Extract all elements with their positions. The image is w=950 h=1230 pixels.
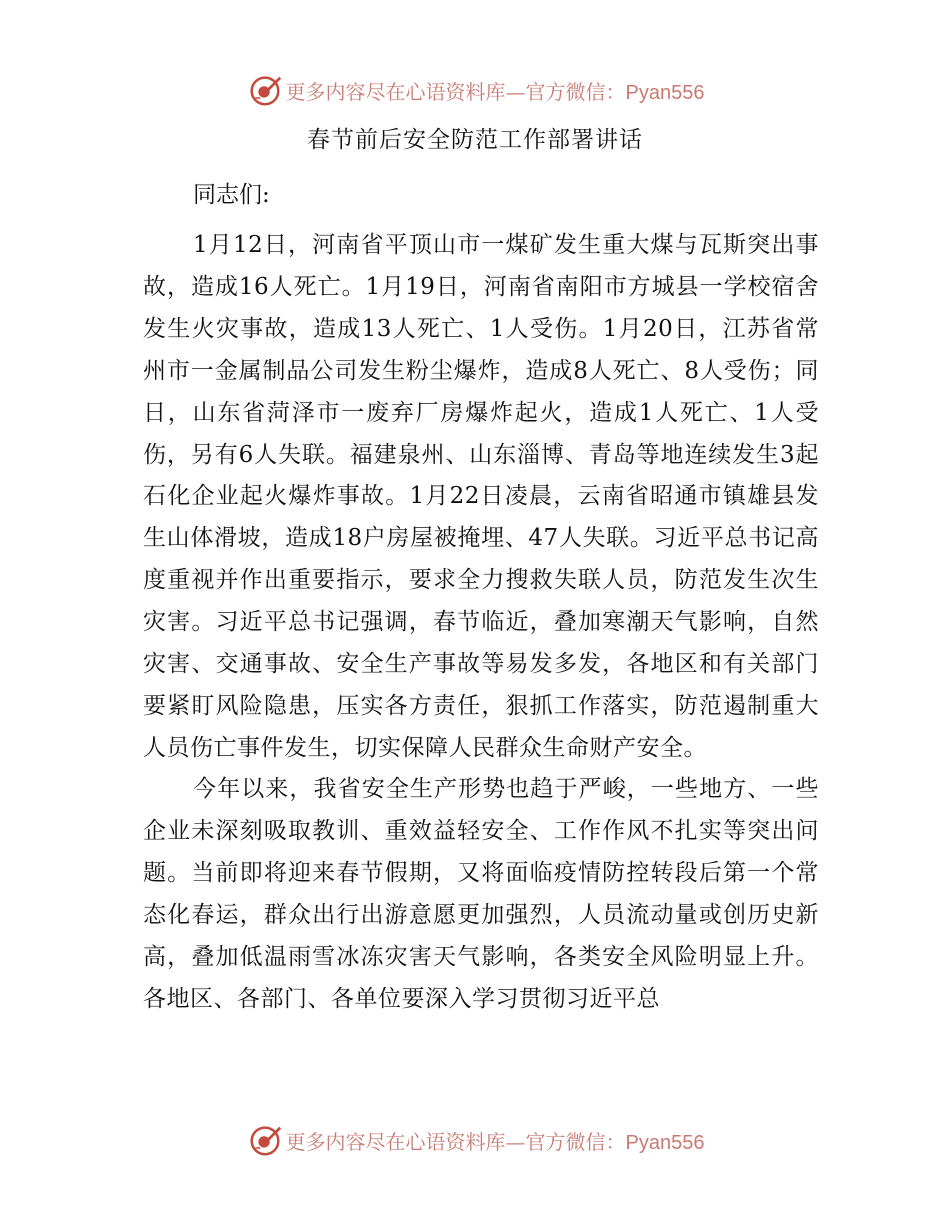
greeting: 同志们: [193, 182, 270, 208]
document-title: 春节前后安全防范工作部署讲话 [307, 127, 643, 153]
body-paragraph: 1月12日，河南省平顶山市一煤矿发生重大煤与瓦斯突出事故，造成16人死亡。1月19日，河南省南阳市方城县一学校宿舍发生火灾事故，造成13人死亡、1人受伤。1月20日，江苏省常州市一金属制品公司发生粉尘爆炸，造成8人死亡、8人受伤；同日，山东省菏泽市一废弃厂房爆炸起火，造成1人死亡、1人受伤，另有6人失联。福建泉州、山东淄博、青岛等地连续发生3起石化企业起火爆炸事故。1月22日凌晨，云南省昭通市镇雄县发生山体滑坡，造成18户房屋被掩埋、47人失联。习近平总书记高度重视并作出重要指示，要求全力搜救失联人员，防范发生次生灾害。习近平总书记强调，春节临近，叠加寒潮天气影响，自然灾害、交通事故、安全生产事故等易发多发，各地区和有关部门要紧盯风险隐患，压实各方责任，狠抓工作落实，防范遏制重大人员伤亡事件发生，切实保障人民群众生命财产安全。 [143, 232, 819, 761]
footer-watermark [0, 1118, 950, 1162]
header-watermark [0, 68, 950, 112]
watermark-text: 更多内容尽在心语资料库—官方微信：Pyan556 [285, 1129, 705, 1154]
pen-logo-icon [246, 1121, 284, 1159]
pen-logo-icon [246, 71, 284, 109]
watermark-text: 更多内容尽在心语资料库—官方微信：Pyan556 [285, 79, 705, 104]
body-paragraph: 今年以来，我省安全生产形势也趋于严峻，一些地方、一些企业未深刻吸取教训、重效益轻安全、工作作风不扎实等突出问题。当前即将迎来春节假期，又将面临疫情防控转段后第一个常态化春运，群众出行出游意愿更加强烈，人员流动量或创历史新高，叠加低温雨雪冰冻灾害天气影响，各类安全风险明显上升。各地区、各部门、各单位要深入学习贯彻习近平总 [143, 776, 819, 1012]
